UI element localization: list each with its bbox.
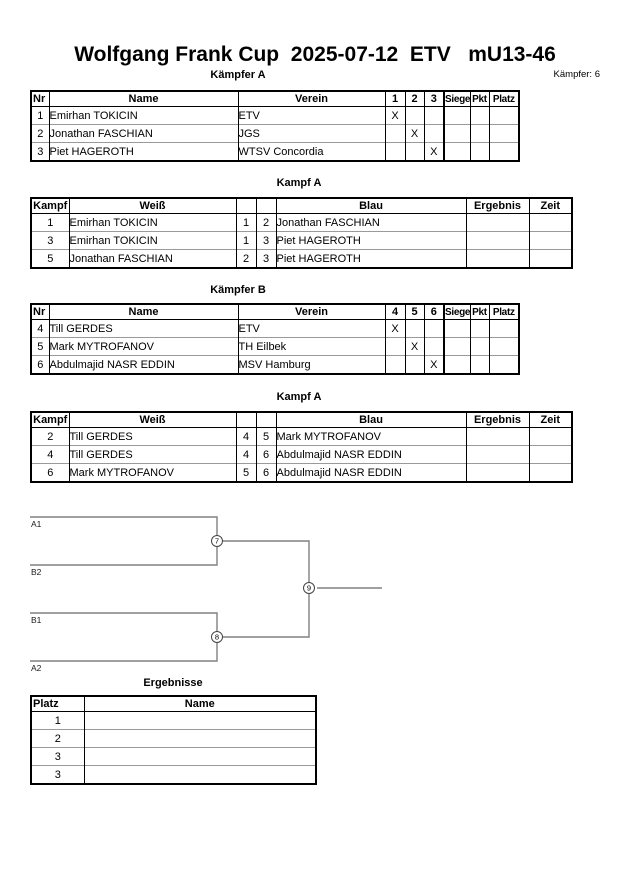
cell-mark xyxy=(424,125,444,143)
cell-platz: 1 xyxy=(31,712,84,730)
cell-mark: X xyxy=(385,320,405,338)
table-header-row xyxy=(31,304,519,320)
cell-pkt xyxy=(470,356,489,375)
cell-siege xyxy=(444,107,470,125)
section-title-kaempfer-a: Kämpfer A xyxy=(210,69,266,81)
cell-ergebnis xyxy=(466,214,529,232)
cell-weiss-nr: 4 xyxy=(236,428,256,446)
header-col-3: 3 xyxy=(424,91,444,107)
cell-siege xyxy=(444,125,470,143)
cell-pkt xyxy=(470,320,489,338)
cell-platz xyxy=(489,338,519,356)
tournament-bracket xyxy=(0,500,630,685)
cell-name xyxy=(84,712,316,730)
cell-weiss-nr: 5 xyxy=(236,464,256,483)
fighter-count-label: Kämpfer: 6 xyxy=(553,69,600,80)
cell-mark: X xyxy=(424,143,444,162)
cell-nr: 5 xyxy=(31,338,49,356)
cell-mark xyxy=(385,356,405,375)
cell-mark xyxy=(424,338,444,356)
cell-verein: ETV xyxy=(238,320,385,338)
fighter-row xyxy=(31,320,519,338)
header-weiss: Weiß xyxy=(69,412,236,428)
cell-blau-nr: 6 xyxy=(256,446,276,464)
fighter-row xyxy=(31,107,519,125)
cell-name: Mark MYTROFANOV xyxy=(49,338,238,356)
table-header-row xyxy=(31,198,572,214)
bracket-pair-top xyxy=(30,517,220,565)
header-siege: Siege xyxy=(444,91,470,107)
cell-pkt xyxy=(470,338,489,356)
cell-siege xyxy=(444,143,470,162)
match-row xyxy=(31,446,572,464)
cell-name: Jonathan FASCHIAN xyxy=(49,125,238,143)
fighter-row xyxy=(31,143,519,162)
header-platz: Platz xyxy=(489,304,519,320)
cell-mark xyxy=(405,107,424,125)
cell-name xyxy=(84,766,316,785)
cell-mark: X xyxy=(405,338,424,356)
header-col-6: 6 xyxy=(424,304,444,320)
cell-blau-nr: 3 xyxy=(256,250,276,269)
cell-platz: 3 xyxy=(31,766,84,785)
cell-weiss-name: Till GERDES xyxy=(69,428,236,446)
cell-weiss-nr: 1 xyxy=(236,232,256,250)
cell-weiss-name: Emirhan TOKICIN xyxy=(69,232,236,250)
result-row xyxy=(31,766,316,785)
cell-name xyxy=(84,748,316,766)
cell-siege xyxy=(444,356,470,375)
header-col-4: 4 xyxy=(385,304,405,320)
cell-verein: TH Eilbek xyxy=(238,338,385,356)
header-siege: Siege xyxy=(444,304,470,320)
match-row xyxy=(31,250,572,269)
header-name: Name xyxy=(49,91,238,107)
cell-blau-name: Mark MYTROFANOV xyxy=(276,428,466,446)
header-blau: Blau xyxy=(276,198,466,214)
cell-mark xyxy=(424,107,444,125)
result-row xyxy=(31,748,316,766)
table-header-row xyxy=(31,412,572,428)
cell-mark: X xyxy=(385,107,405,125)
cell-weiss-name: Till GERDES xyxy=(69,446,236,464)
cell-blau-nr: 3 xyxy=(256,232,276,250)
match-row xyxy=(31,428,572,446)
cell-blau-name: Abdulmajid NASR EDDIN xyxy=(276,446,466,464)
result-row xyxy=(31,730,316,748)
cell-kampf-nr: 1 xyxy=(31,214,69,232)
match-row xyxy=(31,464,572,483)
section-title-kampf-a-1: Kampf A xyxy=(276,177,322,189)
header-ergebnis: Ergebnis xyxy=(466,198,529,214)
cell-siege xyxy=(444,320,470,338)
cell-weiss-name: Emirhan TOKICIN xyxy=(69,214,236,232)
cell-zeit xyxy=(529,464,572,483)
cell-mark xyxy=(405,320,424,338)
cell-kampf-nr: 5 xyxy=(31,250,69,269)
cell-pkt xyxy=(470,107,489,125)
cell-nr: 6 xyxy=(31,356,49,375)
cell-mark xyxy=(385,143,405,162)
match-row xyxy=(31,214,572,232)
cell-weiss-nr: 4 xyxy=(236,446,256,464)
header-weiss-nr xyxy=(236,412,256,428)
table-header-row xyxy=(31,696,316,712)
cell-ergebnis xyxy=(466,446,529,464)
cell-ergebnis xyxy=(466,428,529,446)
header-pkt: Pkt xyxy=(470,304,489,320)
fighter-row xyxy=(31,125,519,143)
bracket-semifinal-join xyxy=(217,541,312,637)
cell-mark xyxy=(385,338,405,356)
header-col-2: 2 xyxy=(405,91,424,107)
cell-name: Emirhan TOKICIN xyxy=(49,107,238,125)
cell-mark xyxy=(405,356,424,375)
header-col-1: 1 xyxy=(385,91,405,107)
bracket-pair-bottom xyxy=(30,613,220,661)
header-weiss-nr xyxy=(236,198,256,214)
kaempfer-a-table xyxy=(30,90,520,162)
header-verein: Verein xyxy=(238,91,385,107)
cell-blau-nr: 2 xyxy=(256,214,276,232)
bracket-slot-label: B2 xyxy=(31,567,42,577)
match-number: 7 xyxy=(214,536,220,546)
kampf-a-table-group-a xyxy=(30,197,573,269)
cell-siege xyxy=(444,338,470,356)
cell-zeit xyxy=(529,446,572,464)
page-title: Wolfgang Frank Cup 2025-07-12 ETV mU13-46 xyxy=(74,43,556,66)
header-kampf: Kampf xyxy=(31,412,69,428)
header-platz: Platz xyxy=(489,91,519,107)
bracket-slot-label: A2 xyxy=(31,663,42,673)
cell-platz xyxy=(489,107,519,125)
cell-mark xyxy=(385,125,405,143)
match-row xyxy=(31,232,572,250)
table-header-row xyxy=(31,91,519,107)
cell-mark xyxy=(405,143,424,162)
ergebnisse-table xyxy=(30,695,317,785)
header-kampf: Kampf xyxy=(31,198,69,214)
header-nr: Nr xyxy=(31,91,49,107)
cell-platz: 3 xyxy=(31,748,84,766)
cell-zeit xyxy=(529,214,572,232)
header-name: Name xyxy=(84,696,316,712)
cell-verein: WTSV Concordia xyxy=(238,143,385,162)
cell-nr: 2 xyxy=(31,125,49,143)
cell-ergebnis xyxy=(466,232,529,250)
header-nr: Nr xyxy=(31,304,49,320)
cell-platz xyxy=(489,125,519,143)
cell-blau-name: Jonathan FASCHIAN xyxy=(276,214,466,232)
cell-blau-nr: 5 xyxy=(256,428,276,446)
cell-blau-name: Piet HAGEROTH xyxy=(276,232,466,250)
header-ergebnis: Ergebnis xyxy=(466,412,529,428)
cell-verein: MSV Hamburg xyxy=(238,356,385,375)
header-col-5: 5 xyxy=(405,304,424,320)
cell-platz xyxy=(489,356,519,375)
cell-nr: 3 xyxy=(31,143,49,162)
cell-nr: 4 xyxy=(31,320,49,338)
match-number: 8 xyxy=(214,632,220,642)
cell-weiss-name: Jonathan FASCHIAN xyxy=(69,250,236,269)
cell-pkt xyxy=(470,143,489,162)
cell-platz xyxy=(489,143,519,162)
cell-platz xyxy=(489,320,519,338)
header-zeit: Zeit xyxy=(529,412,572,428)
kaempfer-b-table xyxy=(30,303,520,375)
kampf-a-table-group-b xyxy=(30,411,573,483)
header-zeit: Zeit xyxy=(529,198,572,214)
cell-mark xyxy=(424,320,444,338)
header-blau-nr xyxy=(256,198,276,214)
cell-zeit xyxy=(529,250,572,269)
result-row xyxy=(31,712,316,730)
cell-blau-nr: 6 xyxy=(256,464,276,483)
bracket-slot-label: A1 xyxy=(31,519,42,529)
header-weiss: Weiß xyxy=(69,198,236,214)
cell-nr: 1 xyxy=(31,107,49,125)
cell-mark: X xyxy=(405,125,424,143)
cell-ergebnis xyxy=(466,464,529,483)
cell-platz: 2 xyxy=(31,730,84,748)
cell-verein: JGS xyxy=(238,125,385,143)
cell-name: Piet HAGEROTH xyxy=(49,143,238,162)
fighter-row xyxy=(31,338,519,356)
section-title-kaempfer-b: Kämpfer B xyxy=(210,284,266,296)
cell-kampf-nr: 6 xyxy=(31,464,69,483)
header-blau-nr xyxy=(256,412,276,428)
cell-kampf-nr: 3 xyxy=(31,232,69,250)
header-name: Name xyxy=(49,304,238,320)
cell-kampf-nr: 2 xyxy=(31,428,69,446)
cell-weiss-name: Mark MYTROFANOV xyxy=(69,464,236,483)
cell-name: Abdulmajid NASR EDDIN xyxy=(49,356,238,375)
bracket-lines xyxy=(30,517,382,661)
cell-weiss-nr: 1 xyxy=(236,214,256,232)
cell-ergebnis xyxy=(466,250,529,269)
cell-verein: ETV xyxy=(238,107,385,125)
header-platz: Platz xyxy=(31,696,84,712)
fighter-row xyxy=(31,356,519,375)
header-verein: Verein xyxy=(238,304,385,320)
cell-name xyxy=(84,730,316,748)
cell-mark: X xyxy=(424,356,444,375)
cell-pkt xyxy=(470,125,489,143)
bracket-slot-label: B1 xyxy=(31,615,42,625)
cell-weiss-nr: 2 xyxy=(236,250,256,269)
cell-name: Till GERDES xyxy=(49,320,238,338)
match-number: 9 xyxy=(306,583,312,593)
cell-zeit xyxy=(529,232,572,250)
section-title-kampf-a-2: Kampf A xyxy=(276,391,322,403)
cell-blau-name: Abdulmajid NASR EDDIN xyxy=(276,464,466,483)
cell-kampf-nr: 4 xyxy=(31,446,69,464)
header-pkt: Pkt xyxy=(470,91,489,107)
cell-zeit xyxy=(529,428,572,446)
section-title-ergebnisse: Ergebnisse xyxy=(143,677,203,689)
cell-blau-name: Piet HAGEROTH xyxy=(276,250,466,269)
header-blau: Blau xyxy=(276,412,466,428)
